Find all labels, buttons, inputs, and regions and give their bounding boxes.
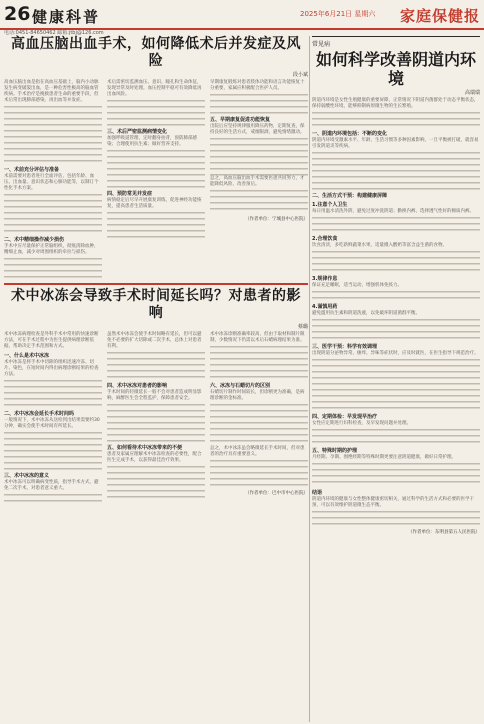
text-block bbox=[107, 210, 205, 240]
text-block bbox=[107, 148, 205, 188]
paragraph: 出院后应坚持规律服用降压药物，定期复查，保持良好的生活方式，戒烟限酒，避免情绪激动。 bbox=[210, 124, 305, 135]
article2-author: 蔡璐 bbox=[297, 324, 308, 330]
paragraph: 早期康复锻炼对患者肢体功能和语言功能恢复十分重要，家属应积极配合医护人员。 bbox=[210, 80, 305, 91]
paragraph: 手术时间的轻微延长一般不会对患者造成明显影响，麻醉医生会全程监护，保障患者安全。 bbox=[107, 390, 202, 401]
subheading: 二、生活方式干预：构建健康屏障 bbox=[312, 193, 388, 199]
subheading: 四、预防常见并发症 bbox=[107, 191, 153, 197]
text-block bbox=[312, 461, 480, 487]
text-block bbox=[4, 256, 102, 280]
article1-intro: 高血压脑出血是指在高血压基础上，脑内小动脉发生病变破裂出血，是一种危害性极高的脑血管疾病。手术治疗是挽救患者生命的重要手段，但术后常出现肺部感染、再出血等并发症。 bbox=[4, 80, 99, 103]
subheading: 结语 bbox=[312, 490, 323, 496]
text-block bbox=[210, 458, 308, 488]
text-block bbox=[4, 192, 102, 234]
contact-line: 电话:0451-84650462 邮箱:jtbj@126.com bbox=[4, 30, 104, 36]
page-number: 26 bbox=[4, 3, 31, 25]
right-column bbox=[312, 36, 480, 535]
subheading: 二、术中精细操作减少损伤 bbox=[4, 237, 65, 243]
article1-col2 bbox=[107, 80, 205, 280]
subheading: 三、术中冰冻的意义 bbox=[4, 473, 50, 479]
section-divider bbox=[4, 283, 308, 285]
paragraph: 术后需密切监测血压、意识、瞳孔和生命体征，发现异常及时处理。血压控制平稳可有效降低再出血风险。 bbox=[107, 80, 202, 97]
subheading: 一、什么是术中冰冻 bbox=[4, 353, 50, 359]
subheading: 三、医学干预：科学有效调理 bbox=[312, 344, 378, 350]
text-block bbox=[312, 110, 480, 128]
subheading: 二、术中冰冻会延长手术时间吗 bbox=[4, 411, 75, 417]
paragraph: 病情稳定后尽早开展康复训练，促进神经功能恢复，提高患者生活质量。 bbox=[107, 198, 202, 209]
text-block bbox=[107, 350, 205, 380]
paragraph: 保证充足睡眠，适当运动，增强机体免疫力。 bbox=[312, 283, 402, 288]
column-divider bbox=[309, 36, 310, 722]
subheading: 六、冰冻与石蜡切片的区别 bbox=[210, 383, 271, 389]
article1-author: 段小斌 bbox=[292, 72, 308, 78]
paragraph: 阴道内环境受激素水平、年龄、生活习惯等多种因素影响，一旦平衡被打破，就容易引发阴道炎等疾病。 bbox=[312, 138, 479, 149]
paragraph: 出现阴道分泌物异常、瘙痒、异味等症状时，应及时就医，在医生指导下规范治疗。 bbox=[312, 351, 479, 356]
paragraph: 手术中应尽量保护正常脑组织，彻底清除血肿，精细止血，减少对周围组织的牵拉与损伤。 bbox=[4, 244, 99, 255]
paragraph: 总之，高血压脑出血手术需要医患共同努力，才能降低风险、改善预后。 bbox=[210, 176, 305, 187]
text-block bbox=[4, 378, 102, 408]
subheading: 一、术前充分评估与准备 bbox=[4, 167, 60, 173]
right-article-title: 如何科学改善阴道内环境 bbox=[315, 50, 476, 88]
text-block bbox=[210, 92, 308, 114]
newspaper-brand: 家庭保健报 bbox=[399, 7, 480, 25]
paragraph: 术前需要对患者进行全面评估，包括年龄、血压、出血量、意识状态和心肺功能等，以制订个性化手术方案。 bbox=[4, 174, 99, 191]
paragraph: 月经期、孕期、围绝经期等特殊时期更要注意阴道健康，做好日常护理。 bbox=[312, 455, 456, 460]
paragraph: 术中冰冻可以明确病变性质，指导手术方式，避免二次手术，对患者意义重大。 bbox=[4, 480, 99, 491]
paragraph: 石蜡切片制作时间较长，但诊断更为准确，是病理诊断的金标准。 bbox=[210, 390, 305, 401]
text-block bbox=[312, 317, 480, 341]
paragraph: 女性应定期进行妇科检查，及早发现问题并处理。 bbox=[312, 421, 411, 426]
article2-col1 bbox=[4, 332, 102, 506]
subheading: 五、如何看待术中冰冻带来的不便 bbox=[107, 445, 183, 451]
text-block bbox=[210, 402, 308, 446]
article1-col3 bbox=[210, 80, 308, 280]
text-block bbox=[4, 430, 102, 470]
paragraph: 总之，术中冰冻虽会略微延长手术时间，但对患者的治疗具有重要意义。 bbox=[210, 446, 305, 457]
author-affiliation: （作者单位：东明县第五人民医院） bbox=[408, 530, 480, 535]
text-block bbox=[312, 289, 480, 301]
subheading: 4.谨慎用药 bbox=[312, 304, 338, 310]
subheading: 四、定期体检：早发现早治疗 bbox=[312, 414, 378, 420]
author-affiliation: （作者单位：宁城县中心医院） bbox=[245, 217, 308, 222]
subheading: 1.注意个人卫生 bbox=[312, 202, 348, 208]
text-block bbox=[312, 249, 480, 273]
subheading: 三、术后严密监测病情变化 bbox=[107, 129, 168, 135]
section-divider bbox=[312, 36, 480, 37]
paragraph: 术中冰冻诊断准确率较高，但由于取材和制片限制，少数情况下仍需以术后石蜡病理结果为准。 bbox=[210, 332, 305, 343]
text-block bbox=[210, 188, 308, 214]
subheading: 四、术中冰冻对患者的影响 bbox=[107, 383, 168, 389]
text-block bbox=[312, 150, 480, 190]
paragraph: 每日用温水清洗外阴，避免过度冲洗阴道；勤换内裤，选择透气性好的棉质内裤。 bbox=[312, 209, 474, 214]
right-intro: 阴道内环境是女性生殖健康的重要屏障，正常情况下阴道内菌群处于动态平衡状态，保持弱酸性环境，能够抑制病原微生物的生长繁殖。 bbox=[312, 98, 479, 109]
article1-body bbox=[4, 80, 308, 280]
text-block bbox=[107, 402, 205, 442]
paragraph: 加强呼吸道管理，定时翻身拍背，预防肺部感染；合理使用抗生素；做好营养支持。 bbox=[107, 136, 197, 147]
article2-title: 术中冰冻会导致手术时间延长吗？对患者的影响 bbox=[11, 288, 301, 321]
text-block bbox=[107, 98, 205, 126]
text-block bbox=[4, 492, 102, 506]
text-block bbox=[312, 509, 480, 527]
paragraph: 饮食清淡，多吃新鲜蔬菜水果，适量摄入酸奶等富含益生菌的食物。 bbox=[312, 243, 447, 248]
page-header bbox=[0, 0, 484, 30]
subheading: 3.规律作息 bbox=[312, 276, 338, 282]
paragraph: 一般情况下，术中冰冻从送检到出结果需要约30分钟，确实会使手术时间有所延长。 bbox=[4, 418, 100, 429]
issue-date: 2025年6月21日 星期六 bbox=[300, 10, 376, 18]
subheading: 五、早期康复促进功能恢复 bbox=[210, 117, 271, 123]
text-block bbox=[210, 344, 308, 380]
paragraph: 阴道内环境的健康与女性整体健康密切相关，通过科学的生活方式和必要的医学干预，可以有效维护阴道微生态平衡。 bbox=[312, 497, 474, 508]
text-block bbox=[210, 136, 308, 176]
article2-col3 bbox=[210, 332, 308, 506]
left-column bbox=[4, 36, 308, 506]
text-block bbox=[312, 357, 480, 411]
paragraph: 术中冰冻是将手术中切除的组织迅速冷冻、切片、染色，在短时间内得出病理诊断结果的检查方法。 bbox=[4, 360, 99, 377]
article2-col2 bbox=[107, 332, 205, 506]
right-article-author: 高瑞瑞 bbox=[464, 90, 480, 96]
paragraph: 患者及家属应理解术中冰冻检查的必要性，配合医生完成手术，以获得最佳治疗效果。 bbox=[107, 452, 202, 463]
subheading: 一、阴道内环境包括：不断的变化 bbox=[312, 131, 388, 137]
article1-title: 高血压脑出血手术，如何降低术后并发症及风险 bbox=[11, 36, 301, 69]
article2-intro: 术中冰冻病理检查是外科手术中常用的快速诊断方法，可在手术过程中为医生提供病理诊断依据，帮助决定手术范围和方式。 bbox=[4, 332, 99, 349]
text-block bbox=[107, 464, 205, 502]
subheading: 2.合理饮食 bbox=[312, 236, 338, 242]
paragraph: 虽然术中冰冻会使手术时间略有延长，但可以避免不必要的扩大切除或二次手术，总体上对患者有利。 bbox=[107, 332, 202, 349]
article1-col1 bbox=[4, 80, 102, 280]
author-affiliation: （作者单位：巴中市中心医院） bbox=[245, 491, 308, 496]
column-tag: 常见病 bbox=[312, 41, 331, 48]
subheading: 五、特殊时期的护理 bbox=[312, 448, 358, 454]
section-title: 健康科普 bbox=[32, 8, 101, 26]
article2-body bbox=[4, 332, 308, 506]
text-block bbox=[312, 215, 480, 233]
paragraph: 避免滥用抗生素和阴道洗液，以免破坏阴道菌群平衡。 bbox=[312, 311, 420, 316]
text-block bbox=[4, 104, 102, 164]
text-block bbox=[312, 427, 480, 445]
